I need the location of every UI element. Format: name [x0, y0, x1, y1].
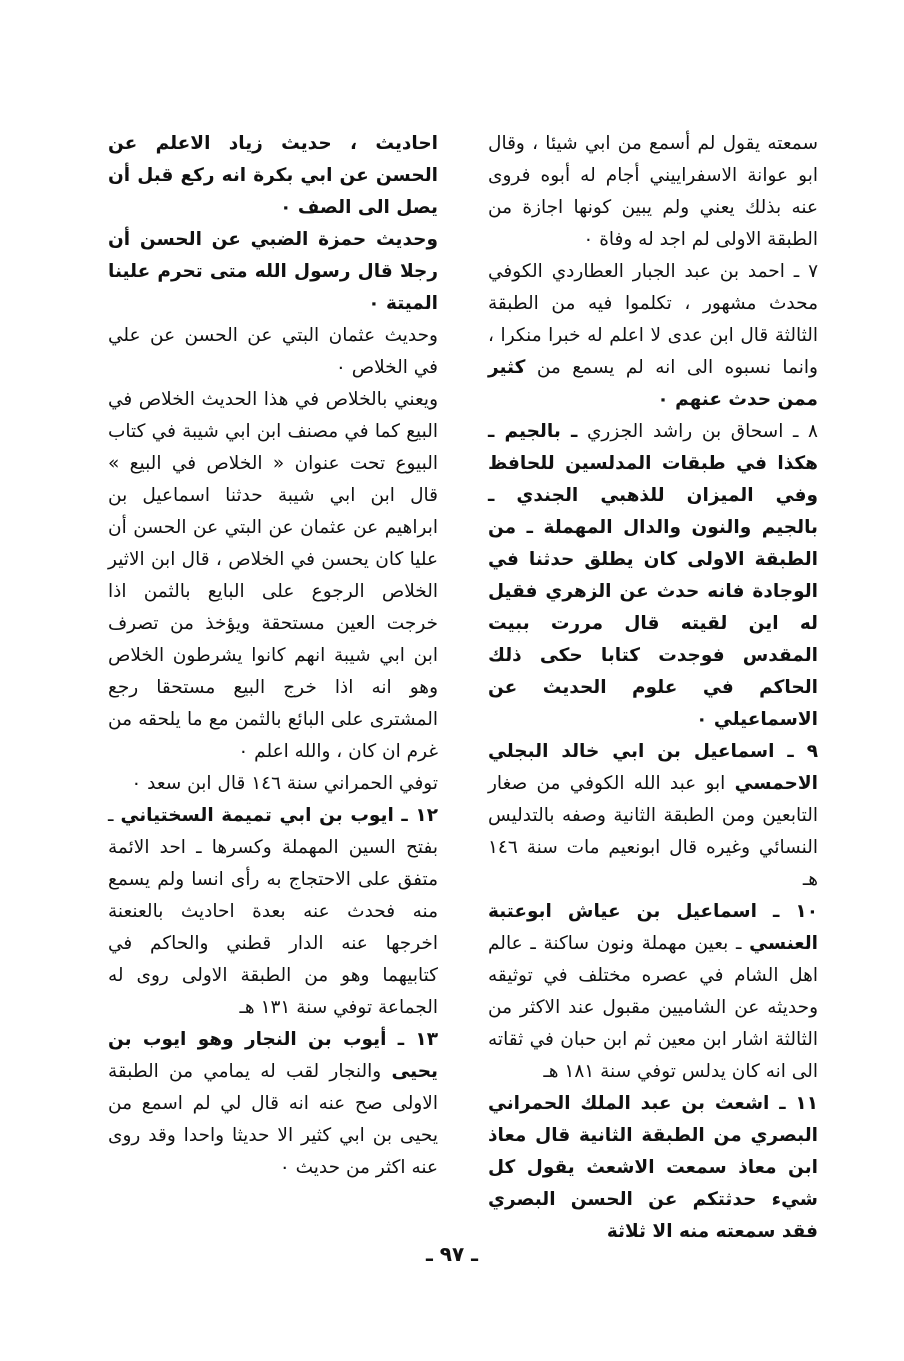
- paragraph: ٩ ـ اسماعيل بن ابي خالد البجلي الاحمسي ابو عبد الله الكوفي من صغار التابعين ومن الطبقة الثانية وصفه بالتدليس النسائي وغيره قال ابونعيم مات سنة ١٤٦ هـ: [488, 741, 818, 890]
- paragraph: ويعني بالخلاص في هذا الحديث الخلاص في البيع كما في مصنف ابن ابي شيبة في كتاب البيوع تحت عنوان « الخلاص في البيع » قال ابن ابي شيبة حدثنا اسماعيل بن ابراهيم عن عثمان عن البتي عن الحسن أن عليا كان يحسن في الخلاص ، قال ابن الاثير الخلاص الرجوع على البايع بالثمن اذا خرجت العين مستحقة ويؤخذ من تصرف ابن ابي شيبة انهم كانوا يشرطون الخلاص وهو انه اذا خرج البيع مستحقا رجع المشترى على البائع بالثمن مع ما يلحقه من غرم ان كان ، والله اعلم ٠: [108, 389, 438, 762]
- paragraph: سمعته يقول لم أسمع من ابي شيئا ، وقال ابو عوانة الاسفراييني أجام له أبوه فروى عنه بذلك يعني ولم يبين كونها اجازة من الطبقة الاولى لم اجد له وفاة ٠: [488, 133, 818, 250]
- paragraph: ١٠ ـ اسماعيل بن عياش ابوعتبة العنسي ـ بعين مهملة ونون ساكنة ـ عالم اهل الشام في عصره مختلف في توثيقه وحديثه عن الشاميين مقبول عند الاكثر من الثالثة اشار ابن معين ثم ابن حبان في ثقاته الى انه كان يدلس توفي سنة ١٨١ هـ: [488, 901, 818, 1082]
- paragraph: ١٢ ـ ايوب بن ابي تميمة السختياني ـ بفتح السين المهملة وكسرها ـ احد الائمة متفق على الاحتجاج به رأى انسا ولم يسمع منه فحدث عنه بعدة احاديث بالعنعنة اخرجها عنه الدار قطني والحاكم في كتابيهما وهو من الطبقة الاولى روى له الجماعة توفي سنة ١٣١ هـ: [108, 805, 438, 1018]
- paragraph: ١٣ ـ أيوب بن النجار وهو ايوب بن يحيى والنجار لقب له يمامي من الطبقة الاولى صح عنه انه قال لي لم اسمع من يحيى بن ابي كثير الا حديثا واحدا وقد روى عنه اكثر من حديث ٠: [108, 1029, 438, 1178]
- left-column: [108, 128, 438, 1184]
- paragraph: وحديث عثمان البتي عن الحسن عن علي في الخلاص ٠: [108, 325, 438, 378]
- paragraph: احاديث ، حديث زياد الاعلم عن الحسن عن ابي بكرة انه ركع قبل أن يصل الى الصف ٠: [108, 133, 438, 218]
- paragraph: وحديث حمزة الضبي عن الحسن أن رجلا قال رسول الله متى تحرم علينا الميتة ٠: [108, 229, 438, 314]
- paragraph: توفي الحمراني سنة ١٤٦ قال ابن سعد ٠: [131, 773, 438, 794]
- page-number: ـ ٩٧ ـ: [425, 1242, 479, 1266]
- paragraph: ٨ ـ اسحاق بن راشد الجزري ـ بالجيم ـ هكذا في طبقات المدلسين للحافظ وفي الميزان للذهبي الجندي ـ بالجيم والنون والدال المهملة ـ من الطبقة الاولى كان يطلق حدثنا في الوجادة فانه حدث عن الزهري فقيل له اين لقيته قال مررت ببيت المقدس فوجدت كتابا حكى ذلك الحاكم في علوم الحديث عن الاسماعيلي ٠: [488, 421, 818, 730]
- paragraph: ٧ ـ احمد بن عبد الجبار العطاردي الكوفي محدث مشهور ، تكلموا فيه من الطبقة الثالثة قال ابن عدى لا اعلم له خبرا منكرا ، وانما نسبوه الى انه لم يسمع من كثير ممن حدث عنهم ٠: [488, 261, 818, 410]
- right-column: [488, 128, 818, 1248]
- paragraph: ١١ ـ اشعث بن عبد الملك الحمراني البصري من الطبقة الثانية قال معاذ ابن معاذ سمعت الاشعث يقول كل شيء حدثتكم عن الحسن البصري فقد سمعته منه الا ثلاثة: [488, 1093, 818, 1242]
